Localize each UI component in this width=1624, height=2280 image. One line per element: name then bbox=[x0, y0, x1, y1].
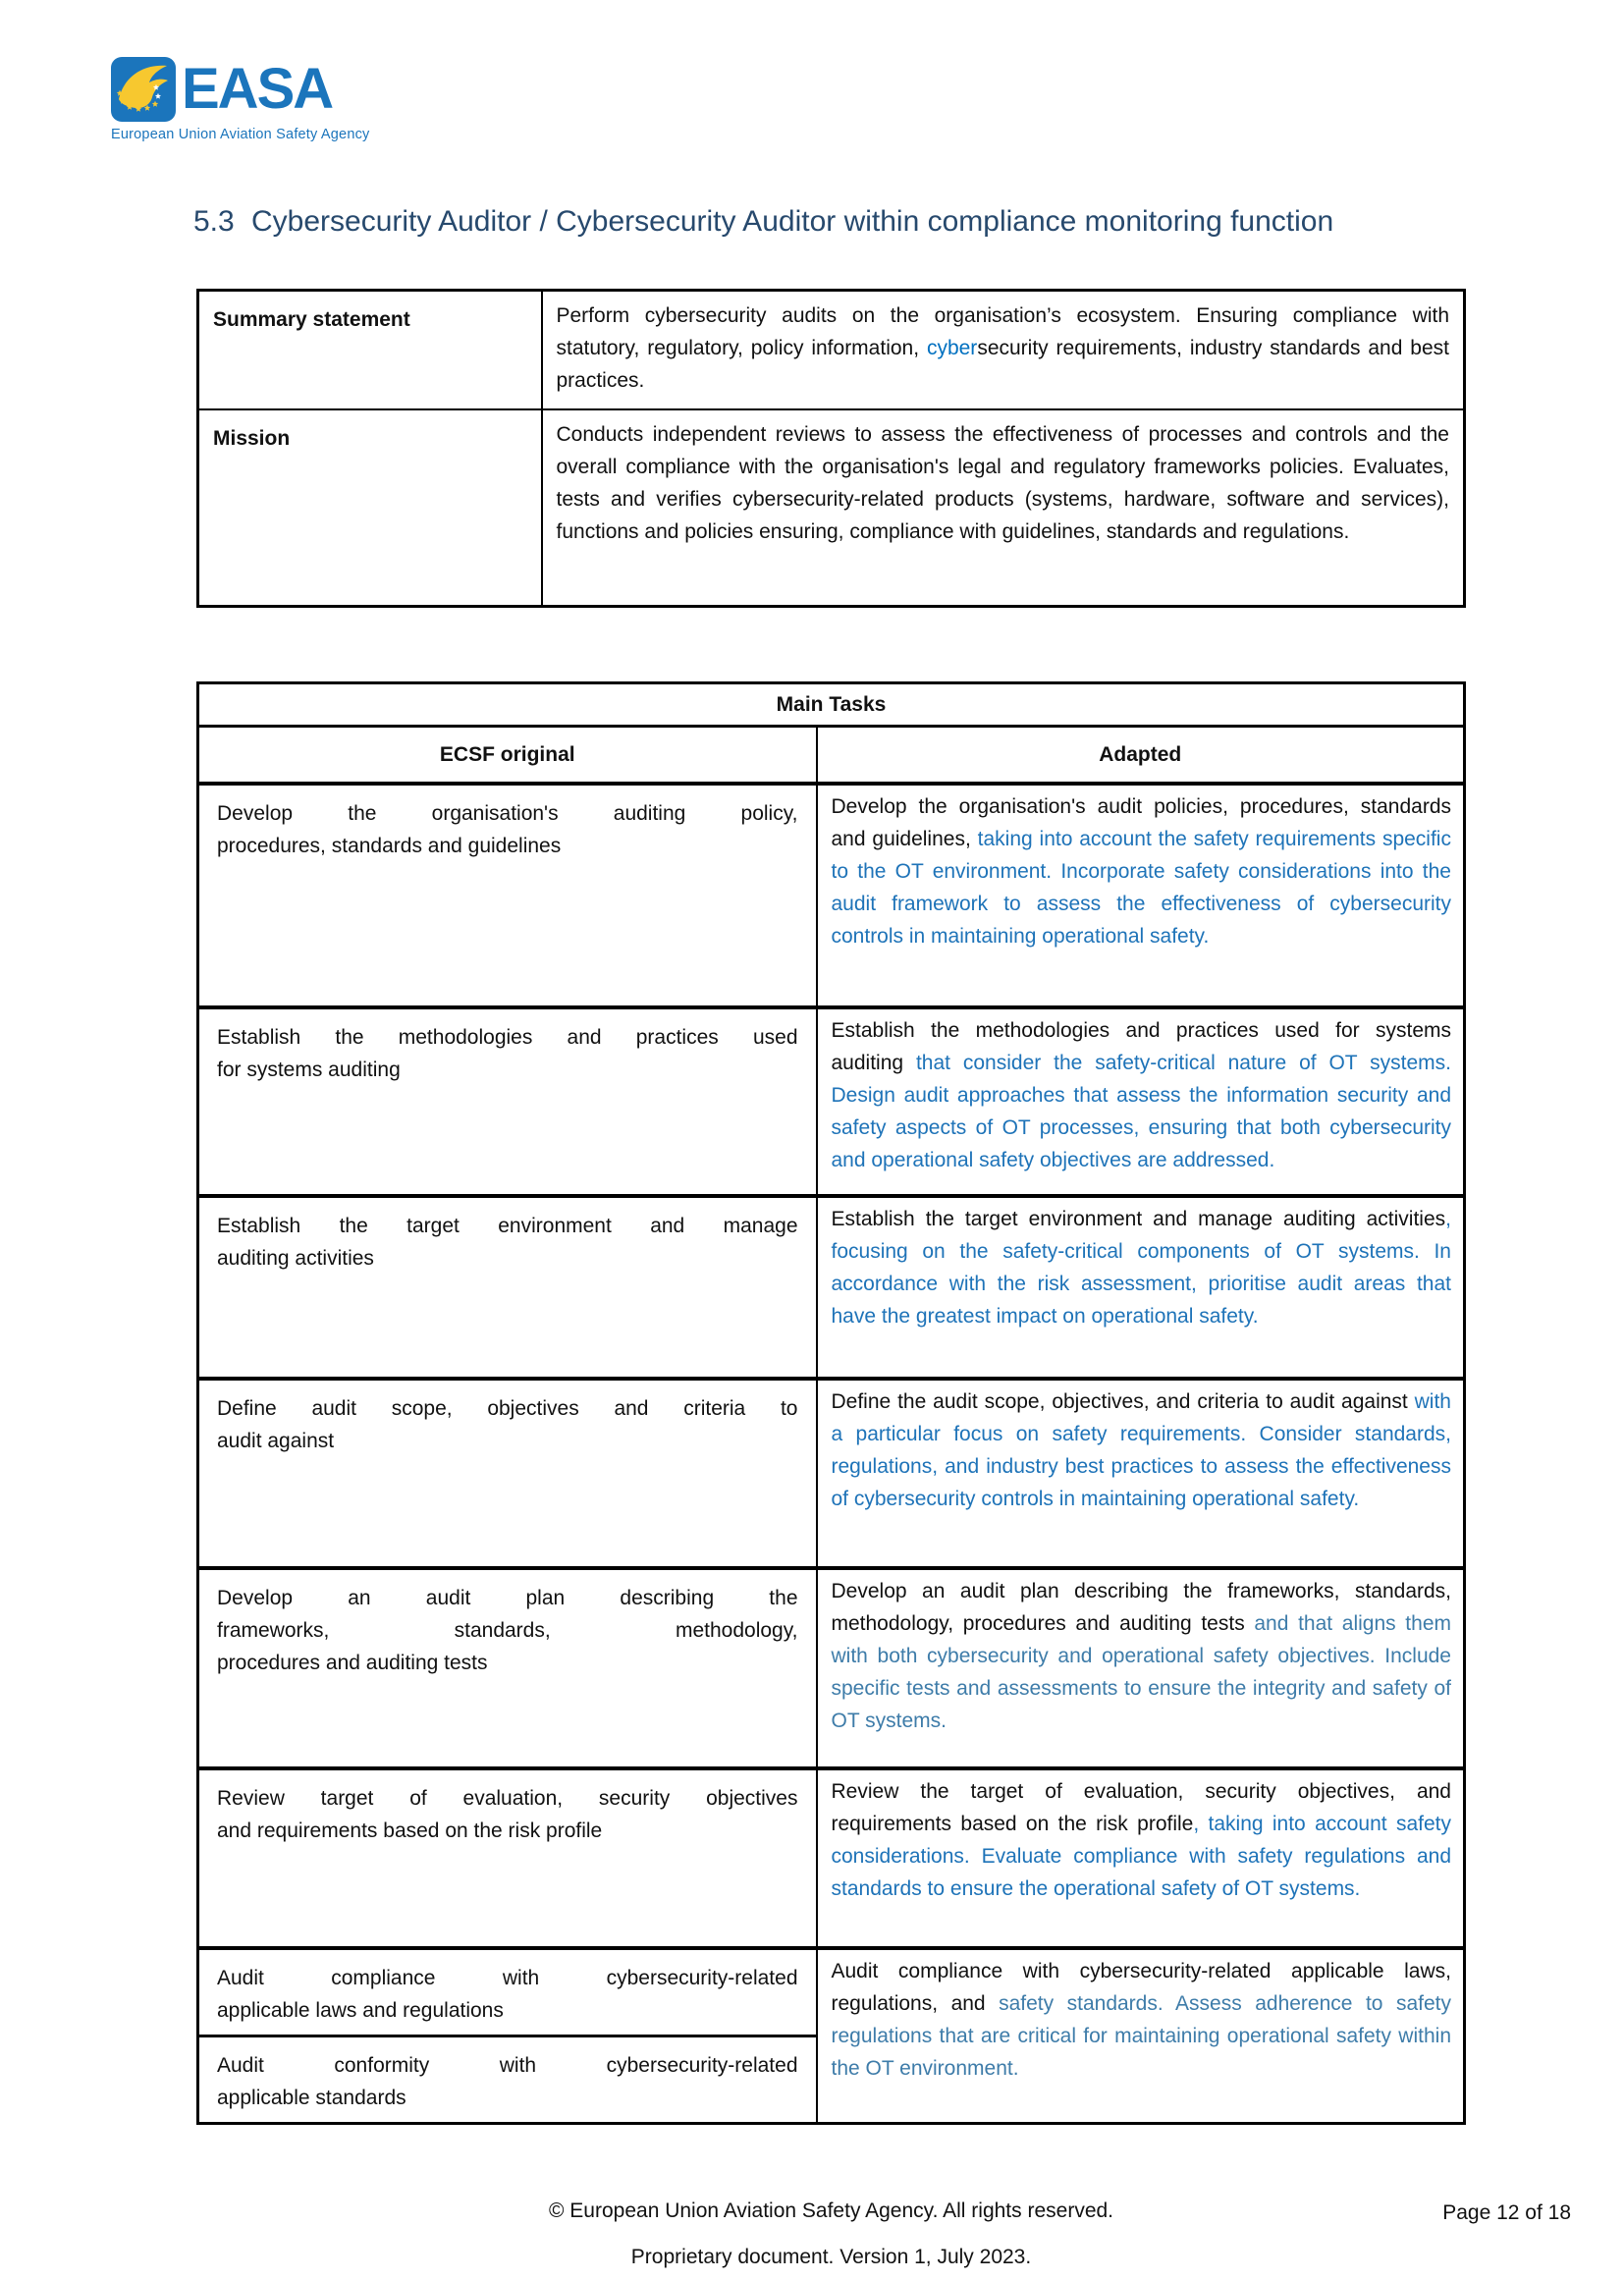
text-segment: Perform cybersecurity audits on the organisation’s ecosystem. Ensuring compliance with statutory, regulatory, policy information, bbox=[556, 304, 1449, 359]
text-segment: , taking into account safety considerations. Evaluate compliance with safety regulations and standards to ensure the operational safety of OT systems. bbox=[831, 1813, 1451, 1900]
column-header-ecsf-original: ECSF original bbox=[198, 727, 817, 785]
ecsf-cell bbox=[198, 784, 817, 1007]
text-line: Develop an audit plan describing the bbox=[217, 1587, 798, 1609]
text-line: applicable laws and regulations bbox=[217, 1999, 504, 2022]
summary-row-value bbox=[542, 291, 1465, 409]
text-line: Establish the target environment and manage bbox=[217, 1215, 798, 1237]
main-tasks-table bbox=[196, 681, 1466, 2125]
ecsf-cell bbox=[198, 1948, 817, 2036]
table-row bbox=[198, 1379, 1465, 1568]
page-number: Page 12 of 18 bbox=[1442, 2201, 1571, 2224]
version-line: Proprietary document. Version 1, July 2023. bbox=[630, 2246, 1032, 2268]
ecsf-cell bbox=[198, 2036, 817, 2124]
ecsf-cell bbox=[198, 1768, 817, 1948]
summary-row-label: Mission bbox=[198, 409, 542, 607]
section-title: Cybersecurity Auditor / Cybersecurity Auditor within compliance monitoring function bbox=[251, 205, 1334, 238]
main-tasks-title: Main Tasks bbox=[198, 683, 1465, 727]
summary-row-label: Summary statement bbox=[198, 291, 542, 409]
section-number: 5.3 bbox=[193, 205, 235, 238]
table-row bbox=[198, 1768, 1465, 1948]
text-segment: taking into account the safety requirements specific to the OT environment. Incorporate safety considerations into the audit framework to assess the effectiveness of cybersecurity controls in maintaining operational safety. bbox=[831, 828, 1451, 948]
text-segment: that consider the safety-critical nature of OT systems. Design audit approaches that assess the information security and safety aspects of OT processes, ensuring that both cybersecurity and operational safety objectives are addressed. bbox=[831, 1052, 1451, 1171]
easa-wordmark: EASA bbox=[182, 57, 333, 121]
table-row bbox=[198, 1007, 1465, 1196]
adapted-cell bbox=[817, 1196, 1465, 1379]
text-line: for systems auditing bbox=[217, 1059, 401, 1081]
text-segment: Develop an audit plan describing the frameworks, standards, methodology, procedures and auditing tests bbox=[831, 1580, 1451, 1635]
text-line: frameworks, standards, methodology, bbox=[217, 1619, 798, 1642]
adapted-cell bbox=[817, 1768, 1465, 1948]
text-segment: safety standards. Assess adherence to safety regulations that are critical for maintaining operational safety within the OT environment. bbox=[831, 1992, 1451, 2080]
table-row bbox=[198, 409, 1465, 607]
text-line: Review target of evaluation, security objectives bbox=[217, 1787, 798, 1810]
adapted-cell bbox=[817, 1568, 1465, 1768]
text-line: Audit conformity with cybersecurity-related bbox=[217, 2054, 798, 2077]
summary-table bbox=[196, 289, 1466, 608]
adapted-cell bbox=[817, 784, 1465, 1007]
adapted-cell bbox=[817, 1007, 1465, 1196]
text-segment: Review the target of evaluation, security objectives, and requirements based on the risk profile bbox=[831, 1780, 1451, 1835]
easa-tagline: European Union Aviation Safety Agency bbox=[111, 127, 370, 142]
text-line: procedures, standards and guidelines bbox=[217, 835, 562, 857]
table-row bbox=[198, 1568, 1465, 1768]
easa-logo bbox=[111, 57, 369, 142]
text-line: applicable standards bbox=[217, 2087, 406, 2109]
text-segment: Conducts independent reviews to assess the effectiveness of processes and controls and the overall compliance with the organisation's legal and regulatory frameworks policies. Evaluates, tests and verifies cybersecurity-related products (systems, hardware, software and services), functions and policies ensuring, compliance with guidelines, standards and regulations. bbox=[556, 422, 1449, 543]
text-line: procedures and auditing tests bbox=[217, 1652, 488, 1674]
text-line: Develop the organisation's auditing policy, bbox=[217, 802, 798, 825]
adapted-cell bbox=[817, 1379, 1465, 1568]
footer-center bbox=[196, 2188, 1466, 2280]
main-tasks-header bbox=[198, 683, 1465, 785]
ecsf-cell bbox=[198, 1196, 817, 1379]
text-segment: and that aligns them with both cybersecurity and operational safety objectives. Include specific tests and assessments to ensure the integrity and safety of OT systems. bbox=[831, 1612, 1451, 1732]
table-row bbox=[198, 291, 1465, 409]
text-segment: Establish the target environment and manage auditing activities bbox=[831, 1208, 1446, 1230]
text-line: Define audit scope, objectives and criteria to bbox=[217, 1397, 798, 1420]
table-row bbox=[198, 1948, 1465, 2036]
text-segment: with a particular focus on safety requirements. Consider standards, regulations, and industry best practices to assess the effectiveness of cybersecurity controls in maintaining operational safety. bbox=[831, 1390, 1451, 1510]
copyright-line: © European Union Aviation Safety Agency. All rights reserved. bbox=[548, 2199, 1114, 2222]
text-segment: security requirements, industry standards and best practices. bbox=[556, 337, 1449, 392]
main-tasks-title-row bbox=[198, 683, 1465, 727]
ecsf-cell bbox=[198, 1568, 817, 1768]
summary-table-body bbox=[198, 291, 1465, 607]
text-segment: , focusing on the safety-critical components of OT systems. In accordance with the risk assessment, prioritise audit areas that have the greatest impact on operational safety. bbox=[831, 1208, 1451, 1328]
column-header-adapted: Adapted bbox=[817, 727, 1465, 785]
adapted-cell bbox=[817, 1948, 1465, 2124]
easa-logo-row bbox=[111, 57, 369, 122]
text-line: audit against bbox=[217, 1430, 335, 1452]
text-line: Audit compliance with cybersecurity-related bbox=[217, 1967, 798, 1989]
text-line: auditing activities bbox=[217, 1247, 374, 1270]
easa-bird-icon bbox=[111, 57, 176, 122]
main-tasks-colhead-row bbox=[198, 727, 1465, 785]
text-line: and requirements based on the risk profile bbox=[217, 1819, 603, 1842]
table-row bbox=[198, 1196, 1465, 1379]
text-segment: Audit compliance with cybersecurity-related applicable laws, regulations, and bbox=[831, 1960, 1451, 2015]
section-heading bbox=[193, 196, 1429, 247]
text-segment: Develop the organisation's audit policies, procedures, standards and guidelines, bbox=[831, 795, 1451, 850]
table-row bbox=[198, 784, 1465, 1007]
ecsf-cell bbox=[198, 1007, 817, 1196]
text-segment: Define the audit scope, objectives, and criteria to audit against bbox=[831, 1390, 1415, 1413]
text-segment: Establish the methodologies and practices used for systems auditing bbox=[831, 1019, 1451, 1074]
ecsf-cell bbox=[198, 1379, 817, 1568]
summary-row-value bbox=[542, 409, 1465, 607]
text-segment: cyber bbox=[926, 337, 978, 359]
text-line: Establish the methodologies and practices used bbox=[217, 1026, 798, 1049]
main-tasks-body bbox=[198, 784, 1465, 2124]
